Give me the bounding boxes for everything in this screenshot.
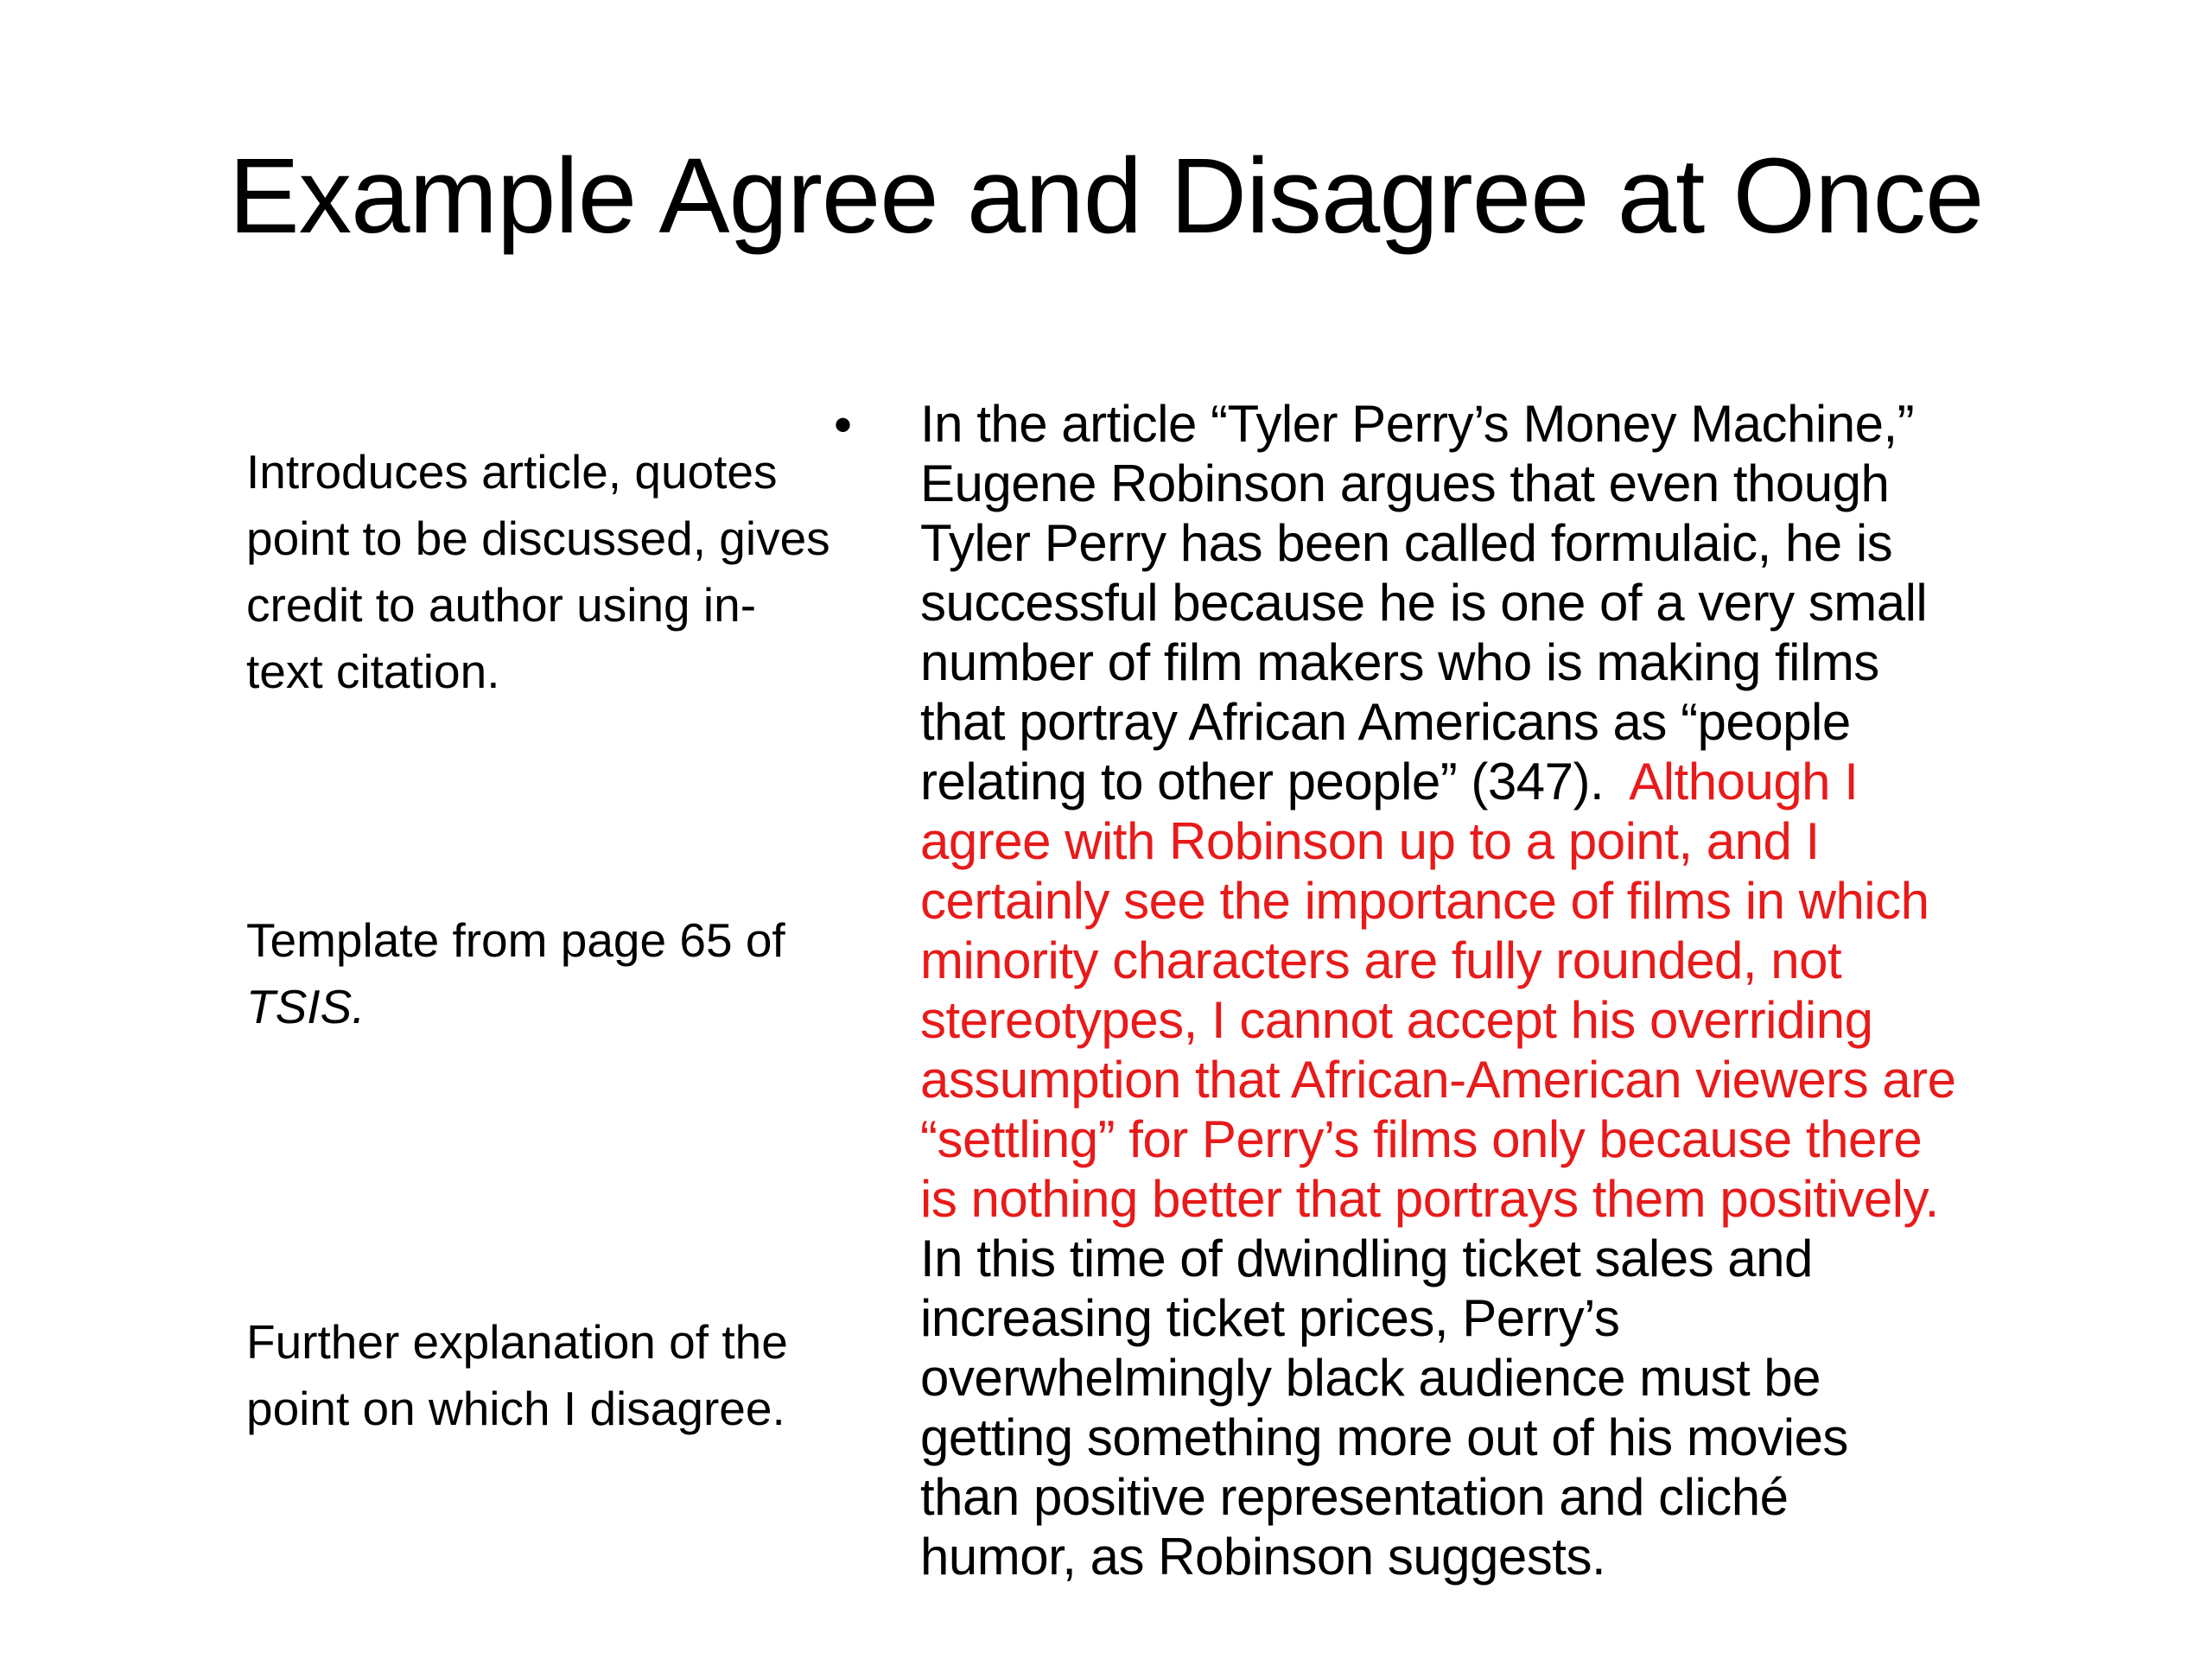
disagree-text-start: Although I bbox=[1629, 753, 1859, 810]
paragraph-line: humor, as Robinson suggests. bbox=[920, 1528, 1606, 1586]
paragraph-line: than positive representation and cliché bbox=[920, 1468, 1789, 1526]
paragraph-line: increasing ticket prices, Perry’s bbox=[920, 1289, 1620, 1347]
side-note-line: text citation. bbox=[246, 645, 500, 698]
disagree-line: minority characters are fully rounded, not bbox=[920, 931, 1842, 989]
paragraph-line: successful because he is one of a very small bbox=[920, 574, 1928, 632]
paragraph-line: In the article “Tyler Perry’s Money Machine,” bbox=[920, 395, 1915, 453]
disagree-line: assumption that African-American viewers are bbox=[920, 1051, 1956, 1109]
paragraph-line: that portray African Americans as “people bbox=[920, 693, 1851, 751]
paragraph-line: getting something more out of his movies bbox=[920, 1408, 1848, 1466]
side-note-line: Introduces article, quotes bbox=[246, 445, 778, 499]
disagree-line: stereotypes, I cannot accept his overriding bbox=[920, 991, 1873, 1049]
bullet-icon: • bbox=[834, 396, 853, 454]
citation-text: relating to other people” (347). bbox=[920, 753, 1630, 810]
disagree-line: is nothing better that portrays them positively. bbox=[920, 1170, 1939, 1228]
disagree-line: agree with Robinson up to a point, and I bbox=[920, 812, 1820, 870]
side-note-line: point to be discussed, gives bbox=[246, 512, 830, 565]
paragraph-line: In this time of dwindling ticket sales and bbox=[920, 1230, 1813, 1287]
side-note-intro bbox=[246, 439, 886, 705]
side-note-line: Further explanation of the bbox=[246, 1315, 788, 1369]
disagree-line: “settling” for Perry’s films only because there bbox=[920, 1110, 1923, 1168]
slide-title: Example Agree and Disagree at Once bbox=[228, 137, 1984, 256]
book-title: TSIS. bbox=[246, 980, 365, 1033]
disagree-line: certainly see the importance of films in which bbox=[920, 872, 1929, 930]
main-paragraph bbox=[920, 394, 2113, 1586]
side-note-line: credit to author using in- bbox=[246, 578, 757, 632]
side-note-explanation bbox=[246, 1309, 886, 1442]
side-note-line: point on which I disagree. bbox=[246, 1382, 785, 1435]
paragraph-line: Eugene Robinson argues that even though bbox=[920, 454, 1890, 512]
side-note-template bbox=[246, 907, 886, 1040]
side-note-line: Template from page 65 of bbox=[246, 913, 785, 967]
paragraph-line: overwhelmingly black audience must be bbox=[920, 1349, 1821, 1407]
paragraph-line-mixed bbox=[920, 752, 2113, 811]
paragraph-line: Tyler Perry has been called formulaic, he is bbox=[920, 514, 1893, 572]
paragraph-line: number of film makers who is making films bbox=[920, 633, 1879, 691]
